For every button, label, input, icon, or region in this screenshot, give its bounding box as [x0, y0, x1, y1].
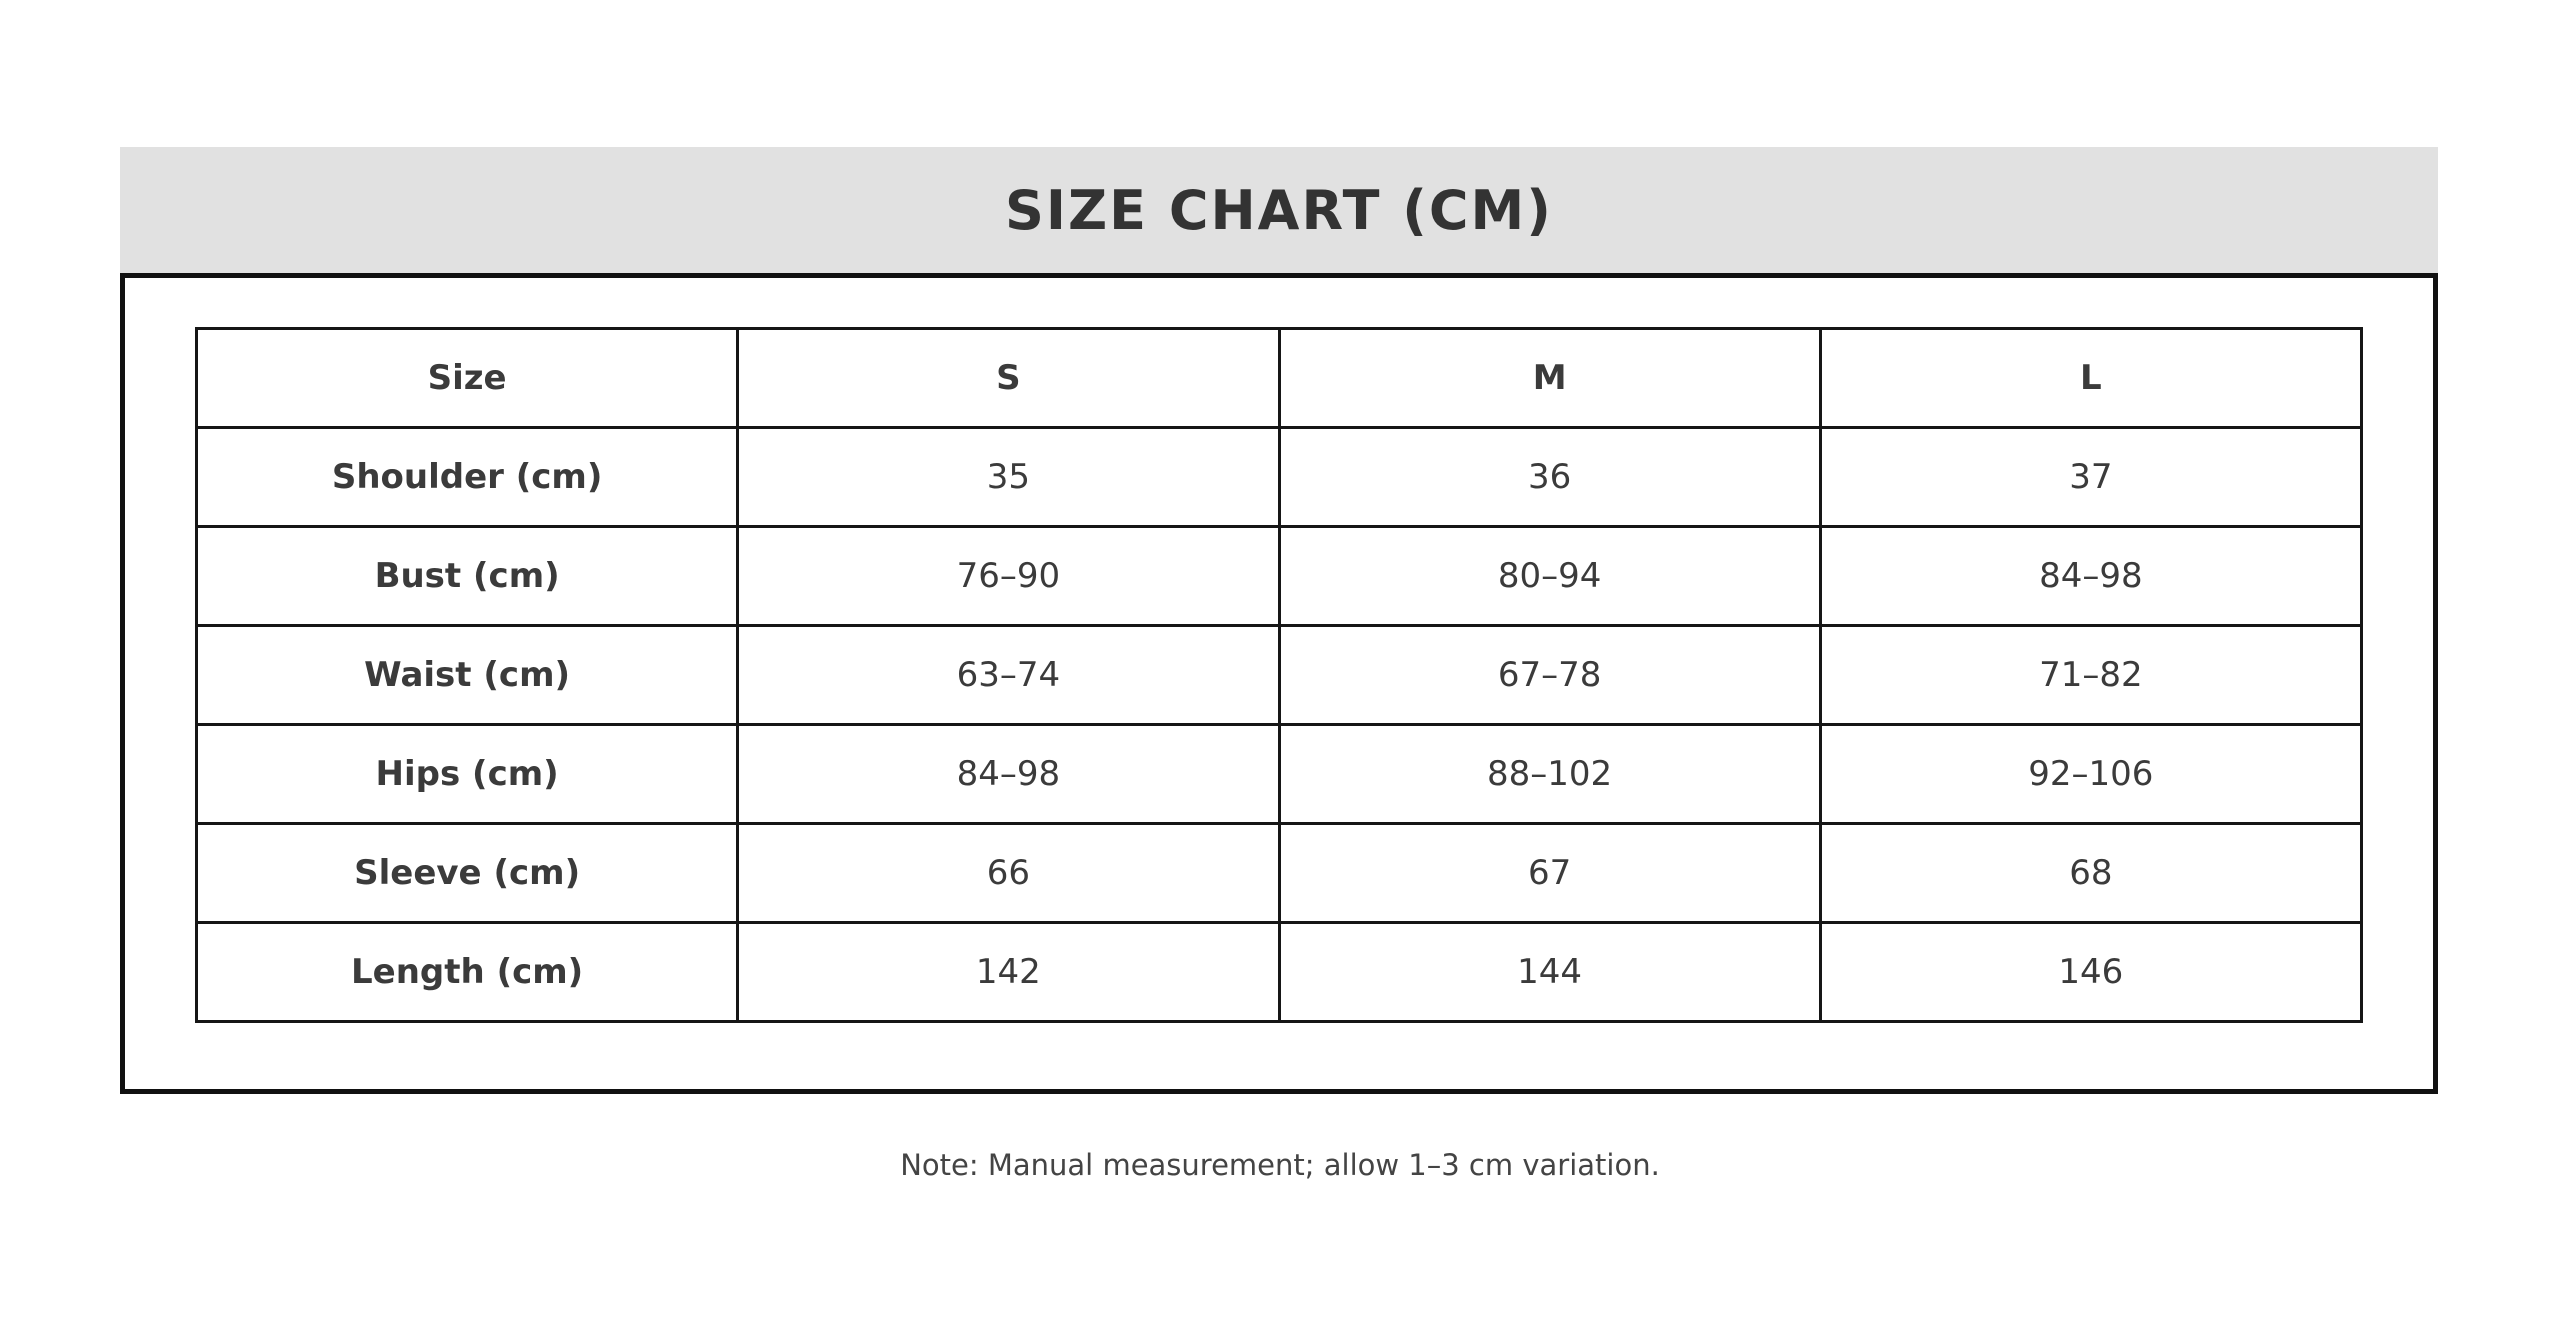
cell-value: 76–90	[738, 527, 1279, 626]
size-table	[195, 327, 2363, 1023]
cell-value: 71–82	[1820, 626, 2361, 725]
table-row-shoulder	[197, 428, 2362, 527]
cell-value: 67	[1279, 824, 1820, 923]
cell-value: 80–94	[1279, 527, 1820, 626]
cell-value: 142	[738, 923, 1279, 1022]
table-row-bust	[197, 527, 2362, 626]
size-chart-box	[120, 273, 2438, 1094]
row-label: Sleeve (cm)	[197, 824, 738, 923]
cell-value: 88–102	[1279, 725, 1820, 824]
cell-value: 92–106	[1820, 725, 2361, 824]
cell-value: 67–78	[1279, 626, 1820, 725]
cell-value: 146	[1820, 923, 2361, 1022]
row-label: Length (cm)	[197, 923, 738, 1022]
size-chart-title-bar	[120, 147, 2438, 273]
table-row-waist	[197, 626, 2362, 725]
measurement-note: Note: Manual measurement; allow 1–3 cm variation.	[900, 1148, 1660, 1182]
cell-value: 144	[1279, 923, 1820, 1022]
row-label: Waist (cm)	[197, 626, 738, 725]
cell-value: 84–98	[1820, 527, 2361, 626]
column-header-l: L	[1820, 329, 2361, 428]
row-label: Shoulder (cm)	[197, 428, 738, 527]
page-title: SIZE CHART (CM)	[1005, 178, 1553, 242]
column-header-s: S	[738, 329, 1279, 428]
cell-value: 84–98	[738, 725, 1279, 824]
cell-value: 35	[738, 428, 1279, 527]
cell-value: 68	[1820, 824, 2361, 923]
table-row-sleeve	[197, 824, 2362, 923]
cell-value: 37	[1820, 428, 2361, 527]
column-header-size: Size	[197, 329, 738, 428]
table-row-hips	[197, 725, 2362, 824]
cell-value: 66	[738, 824, 1279, 923]
table-header-row	[197, 329, 2362, 428]
cell-value: 36	[1279, 428, 1820, 527]
table-row-length	[197, 923, 2362, 1022]
column-header-m: M	[1279, 329, 1820, 428]
row-label: Bust (cm)	[197, 527, 738, 626]
row-label: Hips (cm)	[197, 725, 738, 824]
cell-value: 63–74	[738, 626, 1279, 725]
